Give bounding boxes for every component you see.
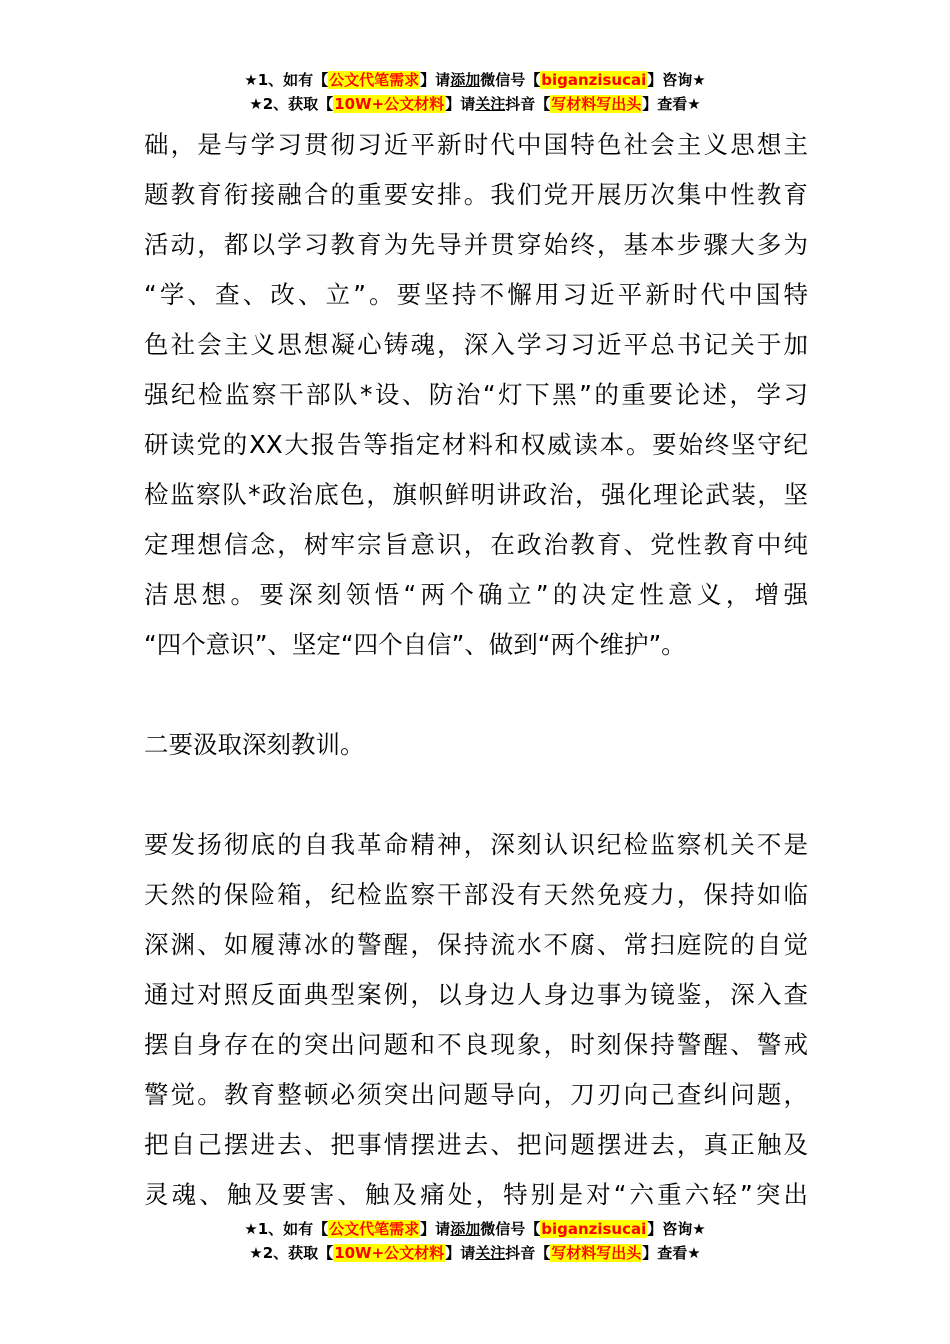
paragraph-line: 色社会主义思想凝心铸魂，深入学习习近平总书记关于加 xyxy=(144,330,808,359)
header-line-1-wechat: 微信号【 xyxy=(480,71,541,89)
footer-line-2 xyxy=(0,1241,950,1265)
header-line-2-follow: 关注 xyxy=(475,95,506,113)
footer-line-2-prefix: ★2、获取【 xyxy=(249,1244,334,1262)
header-line-1-add: 添加 xyxy=(450,71,481,89)
paragraph-line: 深渊、如履薄冰的警醒，保持流水不腐、常扫庭院的自觉 xyxy=(144,930,808,959)
paragraph-line: 定理想信念，树牢宗旨意识，在政治教育、党性教育中纯 xyxy=(144,530,808,559)
paragraph-line: “学、查、改、立”。要坚持不懈用习近平新时代中国特 xyxy=(144,280,808,309)
footer-line-1-suffix: 】咨询★ xyxy=(647,1220,706,1238)
highlight-wechat-id: biganzisucai xyxy=(541,71,647,89)
header-line-2-prefix: ★2、获取【 xyxy=(249,95,334,113)
footer-line-2-please: 】请 xyxy=(445,1244,476,1262)
footer-line-1-prefix: ★1、如有【 xyxy=(244,1220,329,1238)
highlight-douyin-account: 写材料写出头 xyxy=(551,1244,642,1262)
highlight-ghostwriting-demand: 公文代笔需求 xyxy=(329,1220,420,1238)
header-line-2-please: 】请 xyxy=(445,95,476,113)
paragraph-line: 洁思想。要深刻领悟“两个确立”的决定性意义，增强 xyxy=(144,580,808,609)
paragraph-line: 研读党的XX大报告等指定材料和权威读本。要始终坚守纪 xyxy=(144,430,808,459)
paragraph-line: 摆自身存在的突出问题和不良现象，时刻保持警醒、警戒 xyxy=(144,1030,808,1059)
highlight-wechat-id: biganzisucai xyxy=(541,1220,647,1238)
paragraph-line: 通过对照反面典型案例，以身边人身边事为镜鉴，深入查 xyxy=(144,980,808,1009)
paragraph-line: 天然的保险箱，纪检监察干部没有天然免疫力，保持如临 xyxy=(144,880,808,909)
header-line-2-suffix: 】查看★ xyxy=(642,95,701,113)
header-banner xyxy=(0,68,950,116)
paragraph-line: “四个意识”、坚定“四个自信”、做到“两个维护”。 xyxy=(144,630,686,659)
highlight-douyin-account: 写材料写出头 xyxy=(551,95,642,113)
paragraph-line: 警觉。教育整顿必须突出问题导向，刀刃向己查纠问题， xyxy=(144,1080,808,1109)
header-line-1 xyxy=(0,68,950,92)
header-line-2 xyxy=(0,92,950,116)
header-line-1-please: 】请 xyxy=(420,71,451,89)
paragraph-line: 检监察队*政治底色，旗帜鲜明讲政治，强化理论武装，坚 xyxy=(144,480,808,509)
footer-banner xyxy=(0,1217,950,1265)
highlight-materials: 10W+公文材料 xyxy=(334,95,445,113)
paragraph-1 xyxy=(144,120,808,670)
paragraph-line: 灵魂、触及要害、触及痛处，特别是对“六重六轻”突出 xyxy=(144,1180,808,1209)
document-body xyxy=(144,120,808,1220)
footer-line-1-add: 添加 xyxy=(450,1220,481,1238)
footer-line-2-douyin: 抖音【 xyxy=(505,1244,551,1262)
footer-line-1-wechat: 微信号【 xyxy=(480,1220,541,1238)
highlight-ghostwriting-demand: 公文代笔需求 xyxy=(329,71,420,89)
highlight-materials: 10W+公文材料 xyxy=(334,1244,445,1262)
footer-line-1 xyxy=(0,1217,950,1241)
footer-line-2-follow: 关注 xyxy=(475,1244,506,1262)
footer-line-1-please: 】请 xyxy=(420,1220,451,1238)
header-line-2-douyin: 抖音【 xyxy=(505,95,551,113)
paragraph-line: 要发扬彻底的自我革命精神，深刻认识纪检监察机关不是 xyxy=(144,830,808,859)
paragraph-line: 把自己摆进去、把事情摆进去、把问题摆进去，真正触及 xyxy=(144,1130,808,1159)
header-line-1-suffix: 】咨询★ xyxy=(647,71,706,89)
paragraph-line: 强纪检监察干部队*设、防治“灯下黑”的重要论述，学习 xyxy=(144,380,808,409)
paragraph-line: 础，是与学习贯彻习近平新时代中国特色社会主义思想主 xyxy=(144,130,808,159)
paragraph-2 xyxy=(144,820,808,1220)
paragraph-line: 题教育衔接融合的重要安排。我们党开展历次集中性教育 xyxy=(144,180,808,209)
footer-line-2-suffix: 】查看★ xyxy=(642,1244,701,1262)
paragraph-spacer xyxy=(144,770,808,820)
section-heading: 二要汲取深刻教训。 xyxy=(144,730,365,759)
paragraph-line: 活动，都以学习教育为先导并贯穿始终，基本步骤大多为 xyxy=(144,230,808,259)
header-line-1-prefix: ★1、如有【 xyxy=(244,71,329,89)
paragraph-spacer xyxy=(144,670,808,720)
